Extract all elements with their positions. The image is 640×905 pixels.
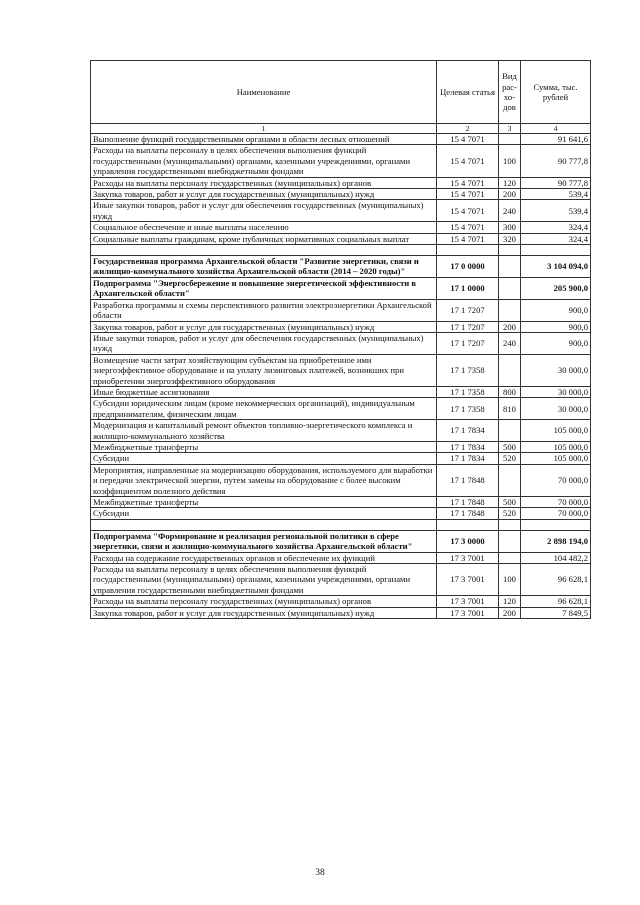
cell-expense-type: 800 — [499, 386, 521, 397]
cell-sum: 900,0 — [521, 321, 591, 332]
cell-expense-type — [499, 464, 521, 496]
cell-name: Подпрограмма "Энергосбережение и повышение энергетической эффективности в Архангельской области" — [91, 277, 437, 299]
header-code: Целевая статья — [437, 61, 499, 124]
cell-code: 15 4 7071 — [437, 145, 499, 177]
cell-sum: 900,0 — [521, 299, 591, 321]
table-row — [91, 277, 591, 299]
cell-sum: 324,4 — [521, 233, 591, 244]
cell-code: 17 1 7358 — [437, 398, 499, 420]
cell-name: Подпрограмма "Формирование и реализация региональной политики в сфере энергетики, связи и жилищно-коммунального хозяйства Архангельской области" — [91, 530, 437, 552]
column-number: 4 — [521, 124, 591, 134]
cell-sum: 7 849,5 — [521, 607, 591, 618]
cell-sum: 2 898 194,0 — [521, 530, 591, 552]
table-row — [91, 233, 591, 244]
table-row — [91, 441, 591, 452]
cell-expense-type: 100 — [499, 145, 521, 177]
cell-name: Субсидии — [91, 508, 437, 519]
cell-expense-type — [499, 420, 521, 442]
table-row — [91, 354, 591, 386]
table-row — [91, 200, 591, 222]
cell-code: 15 4 7071 — [437, 134, 499, 145]
cell-code: 17 0 0000 — [437, 256, 499, 278]
cell-sum: 70 000,0 — [521, 464, 591, 496]
page-number: 38 — [315, 868, 325, 878]
cell-code: 17 1 7848 — [437, 464, 499, 496]
cell-expense-type: 520 — [499, 453, 521, 464]
cell-sum: 30 000,0 — [521, 386, 591, 397]
cell-sum: 205 900,0 — [521, 277, 591, 299]
cell-sum: 900,0 — [521, 332, 591, 354]
cell-sum: 96 628,1 — [521, 564, 591, 596]
table-row — [91, 321, 591, 332]
cell-name: Возмещение части затрат хозяйствующим субъектам на приобретенное ими энергоэффективное оборудование и на уплату лизинговых платежей, возникших при приобретении энергоэффективного оборудования — [91, 354, 437, 386]
cell-name: Закупка товаров, работ и услуг для государственных (муниципальных) нужд — [91, 189, 437, 200]
cell-sum: 90 777,8 — [521, 177, 591, 188]
table-row — [91, 464, 591, 496]
header-expense-type: Вид рас- хо- дов — [499, 61, 521, 124]
spacer-cell — [91, 519, 437, 530]
cell-sum: 91 641,6 — [521, 134, 591, 145]
cell-expense-type — [499, 256, 521, 278]
table-row — [91, 332, 591, 354]
cell-sum: 70 000,0 — [521, 508, 591, 519]
spacer-cell — [499, 245, 521, 256]
cell-sum: 3 104 094,0 — [521, 256, 591, 278]
cell-expense-type — [499, 354, 521, 386]
cell-expense-type: 520 — [499, 508, 521, 519]
cell-expense-type: 200 — [499, 607, 521, 618]
cell-expense-type: 240 — [499, 332, 521, 354]
cell-sum: 90 777,8 — [521, 145, 591, 177]
table-row — [91, 256, 591, 278]
table-row — [91, 420, 591, 442]
cell-name: Модернизация и капитальный ремонт объектов топливно-энергетического комплекса и жилищно-коммунального хозяйства — [91, 420, 437, 442]
cell-sum: 30 000,0 — [521, 398, 591, 420]
cell-expense-type: 500 — [499, 441, 521, 452]
header-name: Наименование — [91, 61, 437, 124]
table-row — [91, 222, 591, 233]
table-row — [91, 189, 591, 200]
table-row — [91, 564, 591, 596]
cell-code: 17 3 0000 — [437, 530, 499, 552]
cell-name: Разработка программы и схемы перспективного развития электроэнергетики Архангельской области — [91, 299, 437, 321]
cell-expense-type: 320 — [499, 233, 521, 244]
cell-code: 17 1 7207 — [437, 332, 499, 354]
column-number: 2 — [437, 124, 499, 134]
cell-code: 17 1 7358 — [437, 354, 499, 386]
cell-name: Социальные выплаты гражданам, кроме публичных нормативных социальных выплат — [91, 233, 437, 244]
cell-sum: 104 482,2 — [521, 552, 591, 563]
cell-code: 17 1 7848 — [437, 508, 499, 519]
budget-table — [90, 60, 591, 619]
cell-code: 15 4 7071 — [437, 189, 499, 200]
cell-code: 15 4 7071 — [437, 177, 499, 188]
table-row — [91, 530, 591, 552]
cell-expense-type: 100 — [499, 564, 521, 596]
table-row — [91, 508, 591, 519]
table-row — [91, 497, 591, 508]
cell-expense-type: 300 — [499, 222, 521, 233]
cell-expense-type: 200 — [499, 321, 521, 332]
cell-sum: 105 000,0 — [521, 441, 591, 452]
spacer-cell — [437, 245, 499, 256]
spacer-cell — [499, 519, 521, 530]
cell-code: 17 1 7358 — [437, 386, 499, 397]
cell-name: Расходы на выплаты персоналу государственных (муниципальных) органов — [91, 596, 437, 607]
spacer-row — [91, 519, 591, 530]
spacer-cell — [521, 519, 591, 530]
cell-expense-type — [499, 299, 521, 321]
cell-name: Субсидии юридическим лицам (кроме некоммерческих организаций), индивидуальным предпринимателям, физическим лицам — [91, 398, 437, 420]
cell-expense-type: 240 — [499, 200, 521, 222]
column-number: 1 — [91, 124, 437, 134]
cell-name: Выполнение функций государственными органами в области лесных отношений — [91, 134, 437, 145]
cell-code: 17 1 7834 — [437, 420, 499, 442]
cell-sum: 96 628,1 — [521, 596, 591, 607]
cell-name: Расходы на выплаты персоналу в целях обеспечения выполнения функций государственными (муниципальными) органами, казенными учреждениями, органами управления государственными внебюджетными фондами — [91, 564, 437, 596]
cell-name: Иные закупки товаров, работ и услуг для обеспечения государственных (муниципальных) нужд — [91, 332, 437, 354]
table-row — [91, 145, 591, 177]
cell-expense-type — [499, 134, 521, 145]
table-row — [91, 607, 591, 618]
cell-expense-type — [499, 552, 521, 563]
cell-name: Субсидии — [91, 453, 437, 464]
table-row — [91, 134, 591, 145]
cell-name: Расходы на выплаты персоналу государственных (муниципальных) органов — [91, 177, 437, 188]
cell-code: 15 4 7071 — [437, 200, 499, 222]
cell-name: Закупка товаров, работ и услуг для государственных (муниципальных) нужд — [91, 607, 437, 618]
cell-code: 17 3 7001 — [437, 607, 499, 618]
cell-code: 17 3 7001 — [437, 596, 499, 607]
cell-sum: 105 000,0 — [521, 420, 591, 442]
cell-code: 17 1 7834 — [437, 453, 499, 464]
cell-code: 17 1 7848 — [437, 497, 499, 508]
table-row — [91, 398, 591, 420]
cell-name: Межбюджетные трансферты — [91, 441, 437, 452]
table-row — [91, 386, 591, 397]
cell-code: 15 4 7071 — [437, 222, 499, 233]
cell-name: Государственная программа Архангельской области "Развитие энергетики, связи и жилищно-коммунального хозяйства Архангельской области (2014 – 2020 годы)" — [91, 256, 437, 278]
table-row — [91, 552, 591, 563]
table-row — [91, 596, 591, 607]
cell-sum: 539,4 — [521, 189, 591, 200]
header-sum: Сумма, тыс. рублей — [521, 61, 591, 124]
column-number-row — [91, 124, 591, 134]
cell-sum: 539,4 — [521, 200, 591, 222]
cell-name: Иные закупки товаров, работ и услуг для обеспечения государственных (муниципальных) нужд — [91, 200, 437, 222]
cell-expense-type: 810 — [499, 398, 521, 420]
table-row — [91, 299, 591, 321]
table-row — [91, 453, 591, 464]
cell-code: 15 4 7071 — [437, 233, 499, 244]
cell-code: 17 1 7207 — [437, 321, 499, 332]
cell-sum: 30 000,0 — [521, 354, 591, 386]
cell-name: Расходы на содержание государственных органов и обеспечение их функций — [91, 552, 437, 563]
cell-expense-type: 120 — [499, 596, 521, 607]
cell-code: 17 3 7001 — [437, 552, 499, 563]
cell-sum: 70 000,0 — [521, 497, 591, 508]
cell-code: 17 3 7001 — [437, 564, 499, 596]
cell-name: Социальное обеспечение и иные выплаты населению — [91, 222, 437, 233]
cell-sum: 105 000,0 — [521, 453, 591, 464]
cell-code: 17 1 7207 — [437, 299, 499, 321]
spacer-row — [91, 245, 591, 256]
cell-expense-type: 200 — [499, 189, 521, 200]
table-row — [91, 177, 591, 188]
table-header-row — [91, 61, 591, 124]
cell-code: 17 1 0000 — [437, 277, 499, 299]
cell-name: Мероприятия, направленные на модернизацию оборудования, используемого для выработки и передачи электрической энергии, путем замены на оборудование с более высоким коэффициентом полезного действия — [91, 464, 437, 496]
cell-name: Закупка товаров, работ и услуг для государственных (муниципальных) нужд — [91, 321, 437, 332]
cell-expense-type: 500 — [499, 497, 521, 508]
cell-code: 17 1 7834 — [437, 441, 499, 452]
cell-name: Иные бюджетные ассигнования — [91, 386, 437, 397]
cell-sum: 324,4 — [521, 222, 591, 233]
cell-expense-type — [499, 277, 521, 299]
cell-expense-type — [499, 530, 521, 552]
column-number: 3 — [499, 124, 521, 134]
cell-name: Межбюджетные трансферты — [91, 497, 437, 508]
cell-name: Расходы на выплаты персоналу в целях обеспечения выполнения функций государственными (муниципальными) органами, казенными учреждениями, органами управления государственными внебюджетными фондами — [91, 145, 437, 177]
spacer-cell — [437, 519, 499, 530]
cell-expense-type: 120 — [499, 177, 521, 188]
spacer-cell — [521, 245, 591, 256]
table-body — [91, 134, 591, 619]
spacer-cell — [91, 245, 437, 256]
budget-page — [90, 60, 590, 619]
